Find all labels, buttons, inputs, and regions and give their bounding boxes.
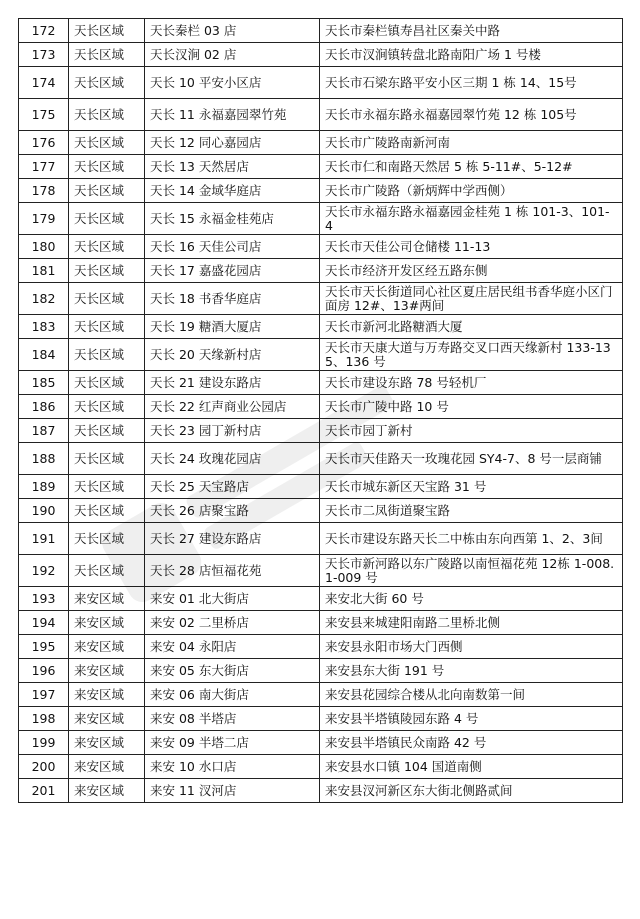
store-name-cell: 天长 15 永福金桂苑店: [145, 203, 320, 235]
row-number-cell: 176: [19, 131, 69, 155]
area-cell: 来安区域: [69, 731, 145, 755]
store-name-cell: 来安 06 南大街店: [145, 683, 320, 707]
area-cell: 天长区域: [69, 523, 145, 555]
row-number-cell: 177: [19, 155, 69, 179]
area-cell: 来安区域: [69, 683, 145, 707]
table-row: [19, 587, 623, 611]
row-number-cell: 174: [19, 67, 69, 99]
row-number-cell: 180: [19, 235, 69, 259]
area-cell: 天长区域: [69, 203, 145, 235]
store-name-cell: 天长 14 金域华庭店: [145, 179, 320, 203]
row-number-cell: 188: [19, 443, 69, 475]
address-cell: 天长市天长街道同心社区夏庄居民组书香华庭小区门面房 12#、13#两间: [320, 283, 623, 315]
store-name-cell: 天长秦栏 03 店: [145, 19, 320, 43]
address-cell: 天长市天佳路天一玫瑰花园 SY4-7、8 号一层商铺: [320, 443, 623, 475]
address-cell: 天长市秦栏镇寿昌社区秦关中路: [320, 19, 623, 43]
store-table-body: [19, 19, 623, 803]
address-cell: 来安县永阳市场大门西侧: [320, 635, 623, 659]
address-cell: 天长市天康大道与万寿路交叉口西天缘新村 133-135、136 号: [320, 339, 623, 371]
area-cell: 天长区域: [69, 395, 145, 419]
store-name-cell: 天长 21 建设东路店: [145, 371, 320, 395]
store-name-cell: 天长 23 园丁新村店: [145, 419, 320, 443]
table-row: [19, 555, 623, 587]
area-cell: 天长区域: [69, 99, 145, 131]
area-cell: 天长区域: [69, 283, 145, 315]
address-cell: 天长市石梁东路平安小区三期 1 栋 14、15号: [320, 67, 623, 99]
row-number-cell: 183: [19, 315, 69, 339]
address-cell: 天长市广陵路（新炳辉中学西侧）: [320, 179, 623, 203]
table-row: [19, 203, 623, 235]
store-name-cell: 来安 08 半塔店: [145, 707, 320, 731]
address-cell: 来安县半塔镇陵园东路 4 号: [320, 707, 623, 731]
table-row: [19, 235, 623, 259]
table-row: [19, 779, 623, 803]
store-name-cell: 天长 25 天宝路店: [145, 475, 320, 499]
area-cell: 来安区域: [69, 587, 145, 611]
row-number-cell: 173: [19, 43, 69, 67]
row-number-cell: 200: [19, 755, 69, 779]
table-row: [19, 523, 623, 555]
address-cell: 天长市广陵路南新河南: [320, 131, 623, 155]
table-row: [19, 683, 623, 707]
table-row: [19, 19, 623, 43]
table-row: [19, 499, 623, 523]
row-number-cell: 192: [19, 555, 69, 587]
table-row: [19, 659, 623, 683]
area-cell: 来安区域: [69, 755, 145, 779]
address-cell: 来安县水口镇 104 国道南侧: [320, 755, 623, 779]
store-name-cell: 天长 12 同心嘉园店: [145, 131, 320, 155]
store-name-cell: 来安 04 永阳店: [145, 635, 320, 659]
address-cell: 天长市建设东路天长二中栋由东向西第 1、2、3间: [320, 523, 623, 555]
row-number-cell: 172: [19, 19, 69, 43]
address-cell: 来安县汊河新区东大街北侧路贰间: [320, 779, 623, 803]
row-number-cell: 175: [19, 99, 69, 131]
address-cell: 来安县花园综合楼从北向南数第一间: [320, 683, 623, 707]
row-number-cell: 186: [19, 395, 69, 419]
area-cell: 天长区域: [69, 315, 145, 339]
row-number-cell: 181: [19, 259, 69, 283]
store-name-cell: 天长 11 永福嘉园翠竹苑: [145, 99, 320, 131]
address-cell: 天长市二凤街道聚宝路: [320, 499, 623, 523]
table-row: [19, 283, 623, 315]
store-table: [18, 18, 623, 803]
store-name-cell: 天长 18 书香华庭店: [145, 283, 320, 315]
table-row: [19, 419, 623, 443]
area-cell: 天长区域: [69, 419, 145, 443]
row-number-cell: 195: [19, 635, 69, 659]
table-row: [19, 707, 623, 731]
row-number-cell: 179: [19, 203, 69, 235]
address-cell: 天长市汊涧镇转盘北路南阳广场 1 号楼: [320, 43, 623, 67]
row-number-cell: 198: [19, 707, 69, 731]
area-cell: 天长区域: [69, 235, 145, 259]
table-row: [19, 67, 623, 99]
row-number-cell: 182: [19, 283, 69, 315]
table-row: [19, 43, 623, 67]
store-name-cell: 天长 27 建设东路店: [145, 523, 320, 555]
store-name-cell: 天长 20 天缘新村店: [145, 339, 320, 371]
area-cell: 天长区域: [69, 19, 145, 43]
table-row: [19, 443, 623, 475]
area-cell: 天长区域: [69, 131, 145, 155]
area-cell: 来安区域: [69, 611, 145, 635]
address-cell: 天长市广陵中路 10 号: [320, 395, 623, 419]
address-cell: 天长市永福东路永福嘉园翠竹苑 12 栋 105号: [320, 99, 623, 131]
store-name-cell: 来安 01 北大街店: [145, 587, 320, 611]
table-row: [19, 315, 623, 339]
area-cell: 来安区域: [69, 659, 145, 683]
area-cell: 天长区域: [69, 475, 145, 499]
row-number-cell: 185: [19, 371, 69, 395]
area-cell: 天长区域: [69, 179, 145, 203]
store-name-cell: 来安 02 二里桥店: [145, 611, 320, 635]
row-number-cell: 190: [19, 499, 69, 523]
area-cell: 来安区域: [69, 635, 145, 659]
row-number-cell: 178: [19, 179, 69, 203]
area-cell: 天长区域: [69, 371, 145, 395]
table-row: [19, 395, 623, 419]
row-number-cell: 191: [19, 523, 69, 555]
store-name-cell: 天长 19 糖酒大厦店: [145, 315, 320, 339]
address-cell: 天长市新河路以东广陵路以南恒福花苑 12栋 1-008.1-009 号: [320, 555, 623, 587]
row-number-cell: 201: [19, 779, 69, 803]
address-cell: 天长市经济开发区经五路东侧: [320, 259, 623, 283]
table-row: [19, 155, 623, 179]
area-cell: 天长区域: [69, 499, 145, 523]
table-row: [19, 179, 623, 203]
area-cell: 天长区域: [69, 155, 145, 179]
row-number-cell: 197: [19, 683, 69, 707]
address-cell: 天长市仁和南路天然居 5 栋 5-11#、5-12#: [320, 155, 623, 179]
store-name-cell: 来安 05 东大街店: [145, 659, 320, 683]
store-name-cell: 天长汊涧 02 店: [145, 43, 320, 67]
table-row: [19, 339, 623, 371]
address-cell: 来安北大街 60 号: [320, 587, 623, 611]
table-row: [19, 99, 623, 131]
store-name-cell: 天长 28 店恒福花苑: [145, 555, 320, 587]
area-cell: 天长区域: [69, 67, 145, 99]
address-cell: 天长市新河北路糖酒大厦: [320, 315, 623, 339]
row-number-cell: 184: [19, 339, 69, 371]
area-cell: 天长区域: [69, 43, 145, 67]
table-row: [19, 755, 623, 779]
area-cell: 天长区域: [69, 259, 145, 283]
row-number-cell: 189: [19, 475, 69, 499]
address-cell: 天长市城东新区天宝路 31 号: [320, 475, 623, 499]
address-cell: 天长市园丁新村: [320, 419, 623, 443]
table-row: [19, 731, 623, 755]
address-cell: 来安县来城建阳南路二里桥北侧: [320, 611, 623, 635]
store-name-cell: 天长 17 嘉盛花园店: [145, 259, 320, 283]
row-number-cell: 199: [19, 731, 69, 755]
store-name-cell: 来安 11 汊河店: [145, 779, 320, 803]
table-row: [19, 635, 623, 659]
store-name-cell: 天长 26 店聚宝路: [145, 499, 320, 523]
address-cell: 天长市天佳公司仓储楼 11-13: [320, 235, 623, 259]
row-number-cell: 194: [19, 611, 69, 635]
area-cell: 天长区域: [69, 555, 145, 587]
table-row: [19, 475, 623, 499]
address-cell: 来安县东大街 191 号: [320, 659, 623, 683]
area-cell: 天长区域: [69, 443, 145, 475]
row-number-cell: 187: [19, 419, 69, 443]
row-number-cell: 196: [19, 659, 69, 683]
address-cell: 来安县半塔镇民众南路 42 号: [320, 731, 623, 755]
store-name-cell: 天长 22 红声商业公园店: [145, 395, 320, 419]
store-name-cell: 天长 24 玫瑰花园店: [145, 443, 320, 475]
store-table-container: [18, 18, 622, 803]
store-name-cell: 天长 13 天然居店: [145, 155, 320, 179]
table-row: [19, 611, 623, 635]
store-name-cell: 来安 09 半塔二店: [145, 731, 320, 755]
table-row: [19, 371, 623, 395]
area-cell: 天长区域: [69, 339, 145, 371]
address-cell: 天长市永福东路永福嘉园金桂苑 1 栋 101-3、101-4: [320, 203, 623, 235]
address-cell: 天长市建设东路 78 号轻机厂: [320, 371, 623, 395]
table-row: [19, 131, 623, 155]
table-row: [19, 259, 623, 283]
store-name-cell: 天长 16 天佳公司店: [145, 235, 320, 259]
area-cell: 来安区域: [69, 707, 145, 731]
store-name-cell: 来安 10 水口店: [145, 755, 320, 779]
store-name-cell: 天长 10 平安小区店: [145, 67, 320, 99]
area-cell: 来安区域: [69, 779, 145, 803]
row-number-cell: 193: [19, 587, 69, 611]
